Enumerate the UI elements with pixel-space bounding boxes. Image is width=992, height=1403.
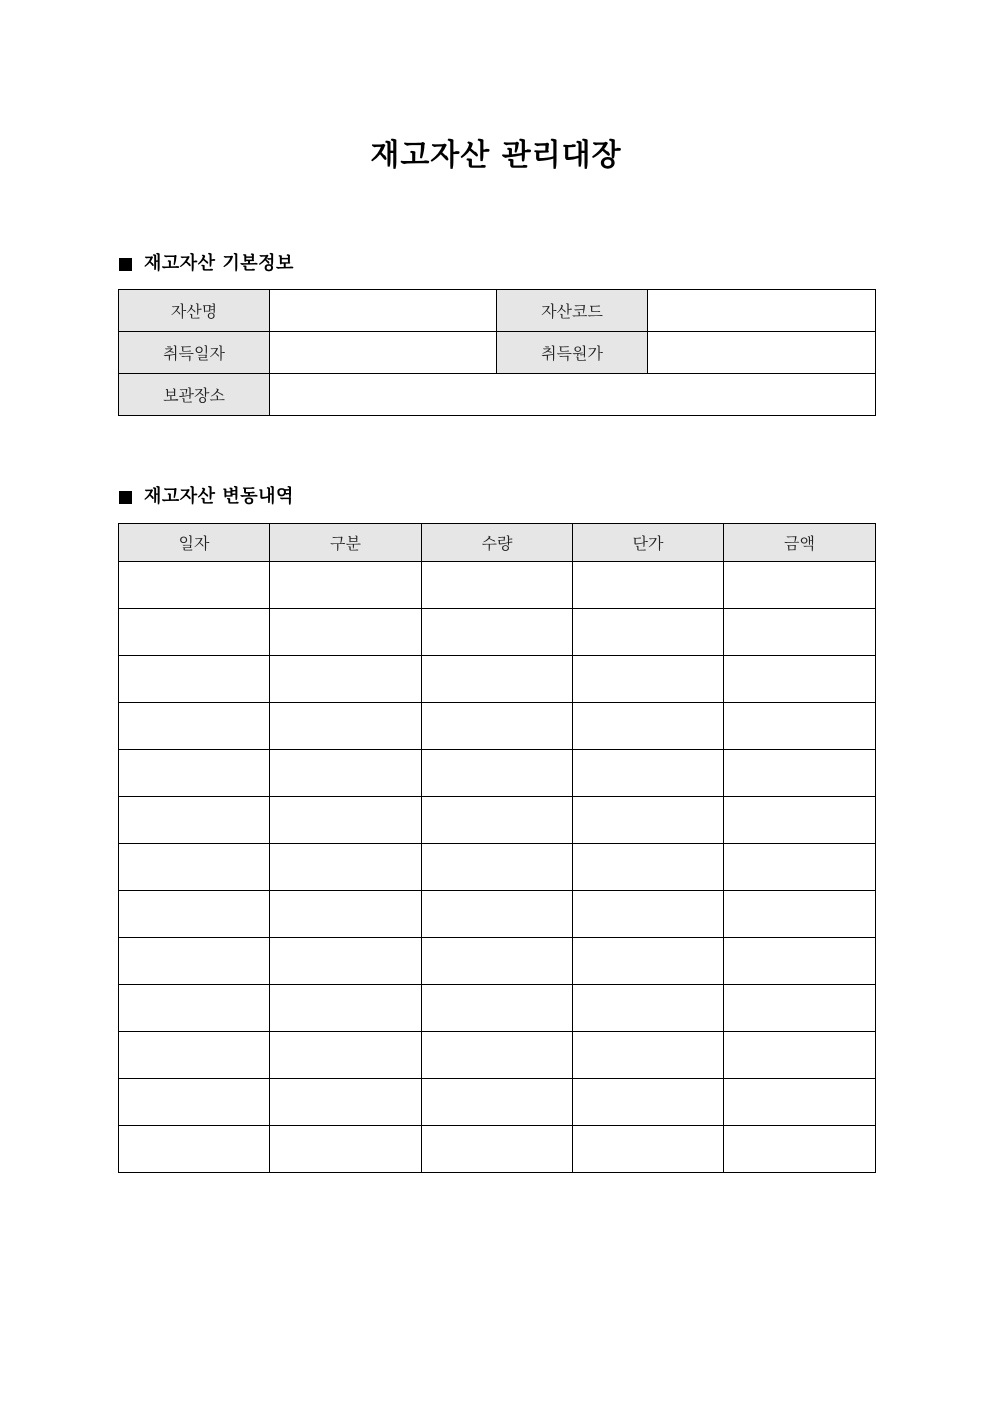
- table-row: [119, 656, 876, 703]
- cell-amount[interactable]: [724, 656, 876, 703]
- cell-amount[interactable]: [724, 938, 876, 985]
- cell-category[interactable]: [270, 985, 422, 1032]
- cell-date[interactable]: [119, 703, 270, 750]
- cell-date[interactable]: [119, 656, 270, 703]
- cell-unit-price[interactable]: [573, 985, 724, 1032]
- column-header-quantity: 수량: [422, 524, 573, 562]
- cell-category[interactable]: [270, 1126, 422, 1173]
- cell-quantity[interactable]: [422, 985, 573, 1032]
- cell-unit-price[interactable]: [573, 891, 724, 938]
- table-row: [119, 374, 876, 416]
- cell-category[interactable]: [270, 797, 422, 844]
- cell-date[interactable]: [119, 891, 270, 938]
- cell-unit-price[interactable]: [573, 1126, 724, 1173]
- cell-unit-price[interactable]: [573, 609, 724, 656]
- cell-date[interactable]: [119, 750, 270, 797]
- asset-name-field[interactable]: [270, 290, 497, 332]
- cell-category[interactable]: [270, 562, 422, 609]
- changes-table: [118, 523, 876, 1173]
- section-heading-changes: [119, 485, 294, 509]
- column-header-unit-price: 단가: [573, 524, 724, 562]
- section-heading-label: 재고자산 기본정보: [144, 253, 294, 274]
- cell-amount[interactable]: [724, 609, 876, 656]
- cell-date[interactable]: [119, 938, 270, 985]
- table-row: [119, 1079, 876, 1126]
- storage-location-field[interactable]: [270, 374, 876, 416]
- table-row: [119, 797, 876, 844]
- cell-category[interactable]: [270, 938, 422, 985]
- cell-quantity[interactable]: [422, 750, 573, 797]
- cell-category[interactable]: [270, 1079, 422, 1126]
- cell-unit-price[interactable]: [573, 1032, 724, 1079]
- cell-amount[interactable]: [724, 891, 876, 938]
- table-row: [119, 1032, 876, 1079]
- cell-amount[interactable]: [724, 750, 876, 797]
- cell-quantity[interactable]: [422, 938, 573, 985]
- cell-amount[interactable]: [724, 844, 876, 891]
- cell-category[interactable]: [270, 1032, 422, 1079]
- cell-unit-price[interactable]: [573, 938, 724, 985]
- cell-date[interactable]: [119, 985, 270, 1032]
- cell-quantity[interactable]: [422, 1032, 573, 1079]
- page-title: 재고자산 관리대장: [370, 138, 622, 173]
- cell-quantity[interactable]: [422, 656, 573, 703]
- cell-amount[interactable]: [724, 703, 876, 750]
- cell-category[interactable]: [270, 703, 422, 750]
- cell-date[interactable]: [119, 1032, 270, 1079]
- storage-location-label: 보관장소: [119, 374, 270, 416]
- cell-quantity[interactable]: [422, 797, 573, 844]
- table-row: [119, 844, 876, 891]
- asset-code-field[interactable]: [648, 290, 876, 332]
- cell-category[interactable]: [270, 891, 422, 938]
- cell-category[interactable]: [270, 750, 422, 797]
- cell-date[interactable]: [119, 797, 270, 844]
- square-bullet-icon: [119, 258, 132, 271]
- table-row: [119, 562, 876, 609]
- table-row: [119, 938, 876, 985]
- column-header-amount: 금액: [724, 524, 876, 562]
- cell-amount[interactable]: [724, 1126, 876, 1173]
- cell-unit-price[interactable]: [573, 844, 724, 891]
- section-heading-label: 재고자산 변동내역: [144, 486, 294, 507]
- acquisition-date-field[interactable]: [270, 332, 497, 374]
- cell-amount[interactable]: [724, 1079, 876, 1126]
- cell-category[interactable]: [270, 844, 422, 891]
- table-header-row: [119, 524, 876, 562]
- table-row: [119, 290, 876, 332]
- table-row: [119, 891, 876, 938]
- cell-date[interactable]: [119, 609, 270, 656]
- cell-unit-price[interactable]: [573, 1079, 724, 1126]
- cell-quantity[interactable]: [422, 609, 573, 656]
- table-row: [119, 703, 876, 750]
- cell-unit-price[interactable]: [573, 562, 724, 609]
- cell-quantity[interactable]: [422, 1126, 573, 1173]
- table-row: [119, 750, 876, 797]
- cell-quantity[interactable]: [422, 844, 573, 891]
- column-header-date: 일자: [119, 524, 270, 562]
- table-row: [119, 1126, 876, 1173]
- acquisition-cost-field[interactable]: [648, 332, 876, 374]
- asset-code-label: 자산코드: [497, 290, 648, 332]
- cell-quantity[interactable]: [422, 703, 573, 750]
- cell-date[interactable]: [119, 1126, 270, 1173]
- cell-amount[interactable]: [724, 562, 876, 609]
- table-row: [119, 332, 876, 374]
- cell-unit-price[interactable]: [573, 797, 724, 844]
- acquisition-date-label: 취득일자: [119, 332, 270, 374]
- cell-unit-price[interactable]: [573, 703, 724, 750]
- cell-quantity[interactable]: [422, 562, 573, 609]
- cell-amount[interactable]: [724, 985, 876, 1032]
- column-header-category: 구분: [270, 524, 422, 562]
- asset-name-label: 자산명: [119, 290, 270, 332]
- table-row: [119, 985, 876, 1032]
- cell-unit-price[interactable]: [573, 656, 724, 703]
- cell-date[interactable]: [119, 562, 270, 609]
- cell-quantity[interactable]: [422, 891, 573, 938]
- cell-category[interactable]: [270, 656, 422, 703]
- cell-date[interactable]: [119, 1079, 270, 1126]
- cell-date[interactable]: [119, 844, 270, 891]
- cell-unit-price[interactable]: [573, 750, 724, 797]
- cell-category[interactable]: [270, 609, 422, 656]
- section-heading-basic-info: [119, 252, 294, 276]
- table-row: [119, 609, 876, 656]
- square-bullet-icon: [119, 491, 132, 504]
- cell-amount[interactable]: [724, 1032, 876, 1079]
- basic-info-table: [118, 289, 876, 416]
- cell-quantity[interactable]: [422, 1079, 573, 1126]
- cell-amount[interactable]: [724, 797, 876, 844]
- acquisition-cost-label: 취득원가: [497, 332, 648, 374]
